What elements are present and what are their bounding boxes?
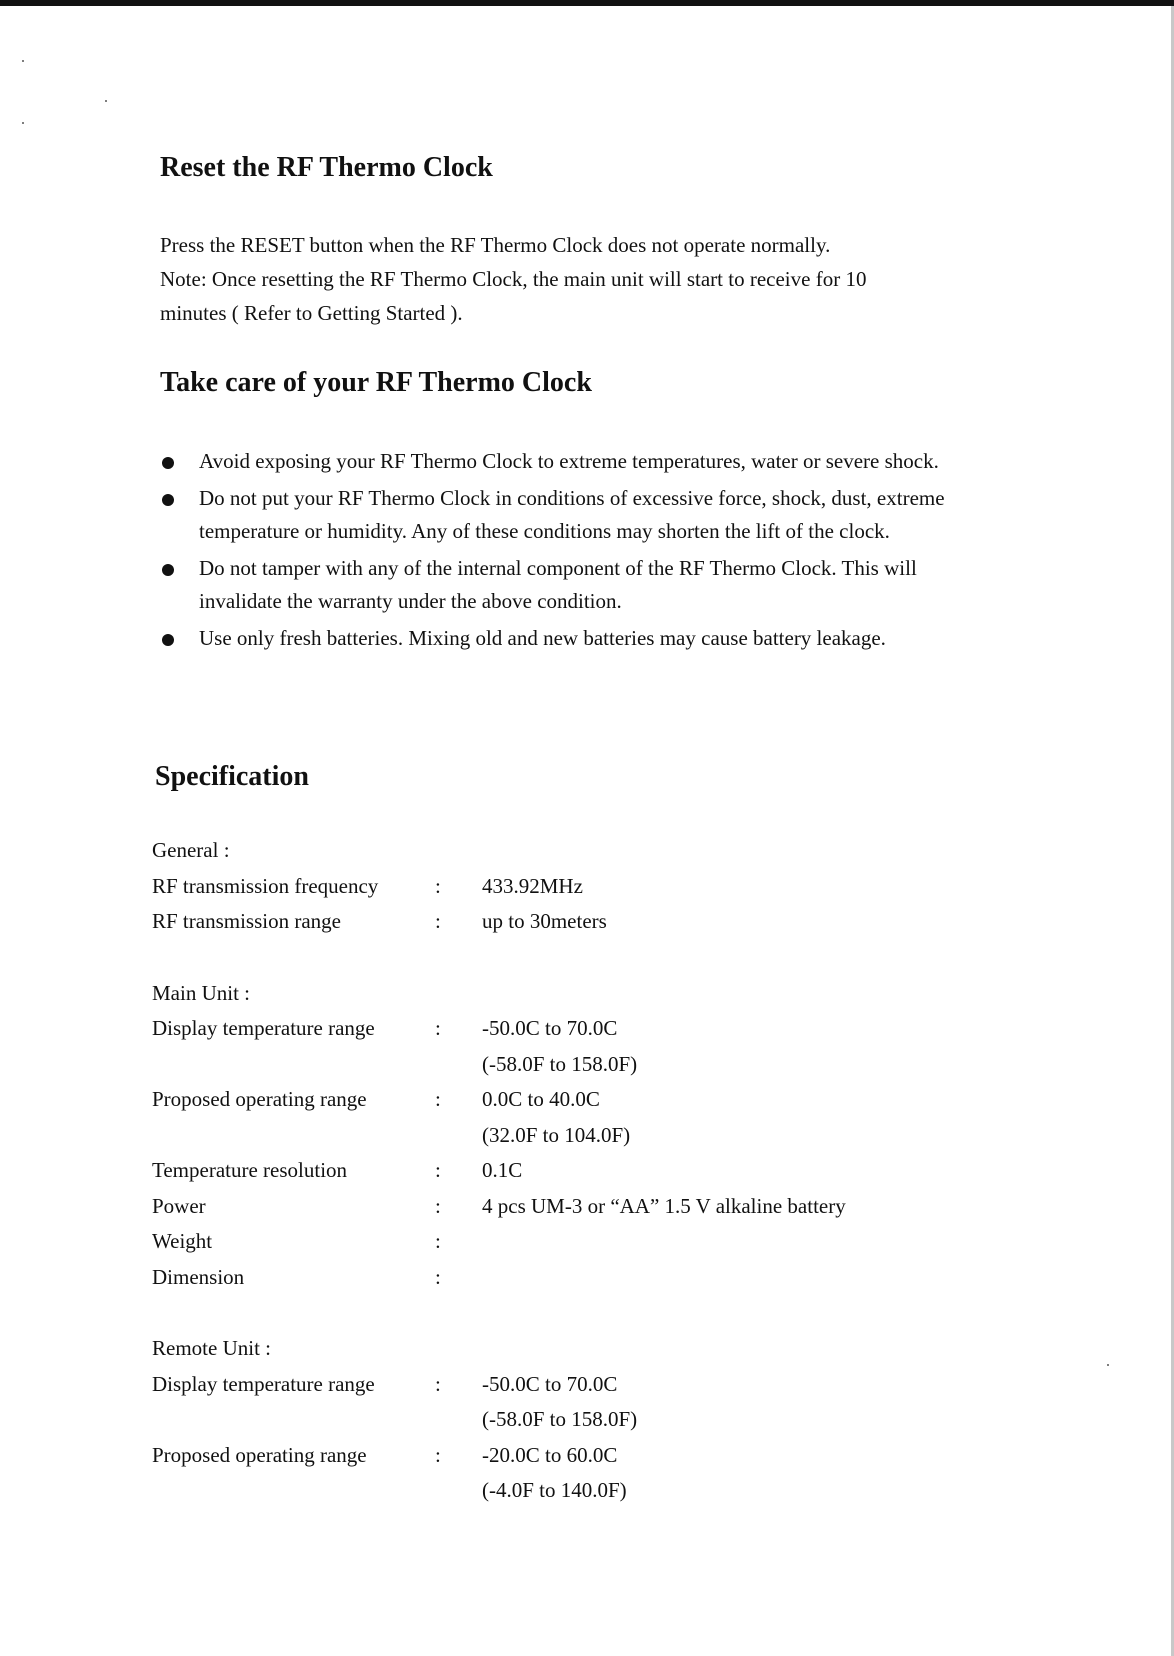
bullet-icon [162,494,174,506]
list-item-text: Do not tamper with any of the internal component of the RF Thermo Clock. This will invalidate the warranty under the above condition. [199,556,917,613]
list-item [160,445,990,478]
spec-label: Temperature resolution [152,1158,348,1182]
spec-value: -50.0C to 70.0C [482,1016,618,1040]
reset-line: minutes ( Refer to Getting Started ). [160,301,463,325]
spec-value-secondary: (32.0F to 104.0F) [482,1122,631,1147]
reset-line: Press the RESET button when the RF Thermo Clock does not operate normally. [160,233,831,257]
spec-value: 0.1C [482,1158,523,1182]
general-heading: General : [152,838,230,862]
spec-label: RF transmission range [152,909,341,933]
spec-colon: : [435,1016,441,1040]
spec-colon: : [435,1193,441,1218]
list-item [160,552,990,618]
scan-speck [1107,1364,1109,1366]
spec-colon: : [435,1371,441,1396]
scan-speck [105,100,107,102]
spec-value-secondary: (-58.0F to 158.0F) [482,1051,638,1076]
spec-label: Proposed operating range [152,1442,367,1467]
spec-label: Weight [152,1229,213,1253]
spec-value: up to 30meters [482,909,607,933]
main-unit-heading: Main Unit : [152,980,250,1005]
spec-colon: : [435,1442,441,1467]
reset-line: Note: Once resetting the RF Thermo Clock, the main unit will start to receive for 10 [160,267,867,291]
bullet-icon [162,457,174,469]
bullet-icon [162,634,174,646]
list-item-text: Avoid exposing your RF Thermo Clock to extreme temperatures, water or severe shock. [199,449,939,473]
spec-colon: : [435,1264,441,1289]
spec-value: 433.92MHz [482,873,583,898]
spec-label: Proposed operating range [152,1087,367,1111]
page-top-border [0,0,1174,6]
reset-section-title: Reset the RF Thermo Clock [160,152,493,183]
reset-paragraph [160,228,980,330]
spec-value-secondary: (-4.0F to 140.0F) [482,1478,627,1502]
spec-label: Display temperature range [152,1371,375,1396]
spec-value: 0.0C to 40.0C [482,1087,600,1111]
spec-label: Power [152,1193,206,1218]
list-item [160,622,990,655]
spec-colon: : [435,873,441,898]
care-list [160,445,990,659]
spec-colon: : [435,1158,441,1182]
remote-unit-heading: Remote Unit : [152,1336,271,1360]
list-item [160,482,990,548]
spec-label: Dimension [152,1264,245,1289]
specification-title: Specification [155,761,309,792]
scan-speck [22,122,24,124]
spec-colon: : [435,909,441,933]
bullet-icon [162,564,174,576]
scan-speck [22,60,24,62]
spec-colon: : [435,1229,441,1253]
list-item-text: Do not put your RF Thermo Clock in conditions of excessive force, shock, dust, extreme temperature or humidity. Any of these conditions may shorten the lift of the clock. [199,486,945,543]
list-item-text: Use only fresh batteries. Mixing old and new batteries may cause battery leakage. [199,626,886,650]
spec-colon: : [435,1087,441,1111]
care-section-title: Take care of your RF Thermo Clock [160,367,592,398]
spec-value: -50.0C to 70.0C [482,1371,618,1396]
spec-label: RF transmission frequency [152,873,379,898]
spec-value-secondary: (-58.0F to 158.0F) [482,1407,638,1431]
spec-value: -20.0C to 60.0C [482,1442,618,1467]
spec-value: 4 pcs UM-3 or “AA” 1.5 V alkaline battery [482,1193,846,1218]
spec-label: Display temperature range [152,1016,375,1040]
